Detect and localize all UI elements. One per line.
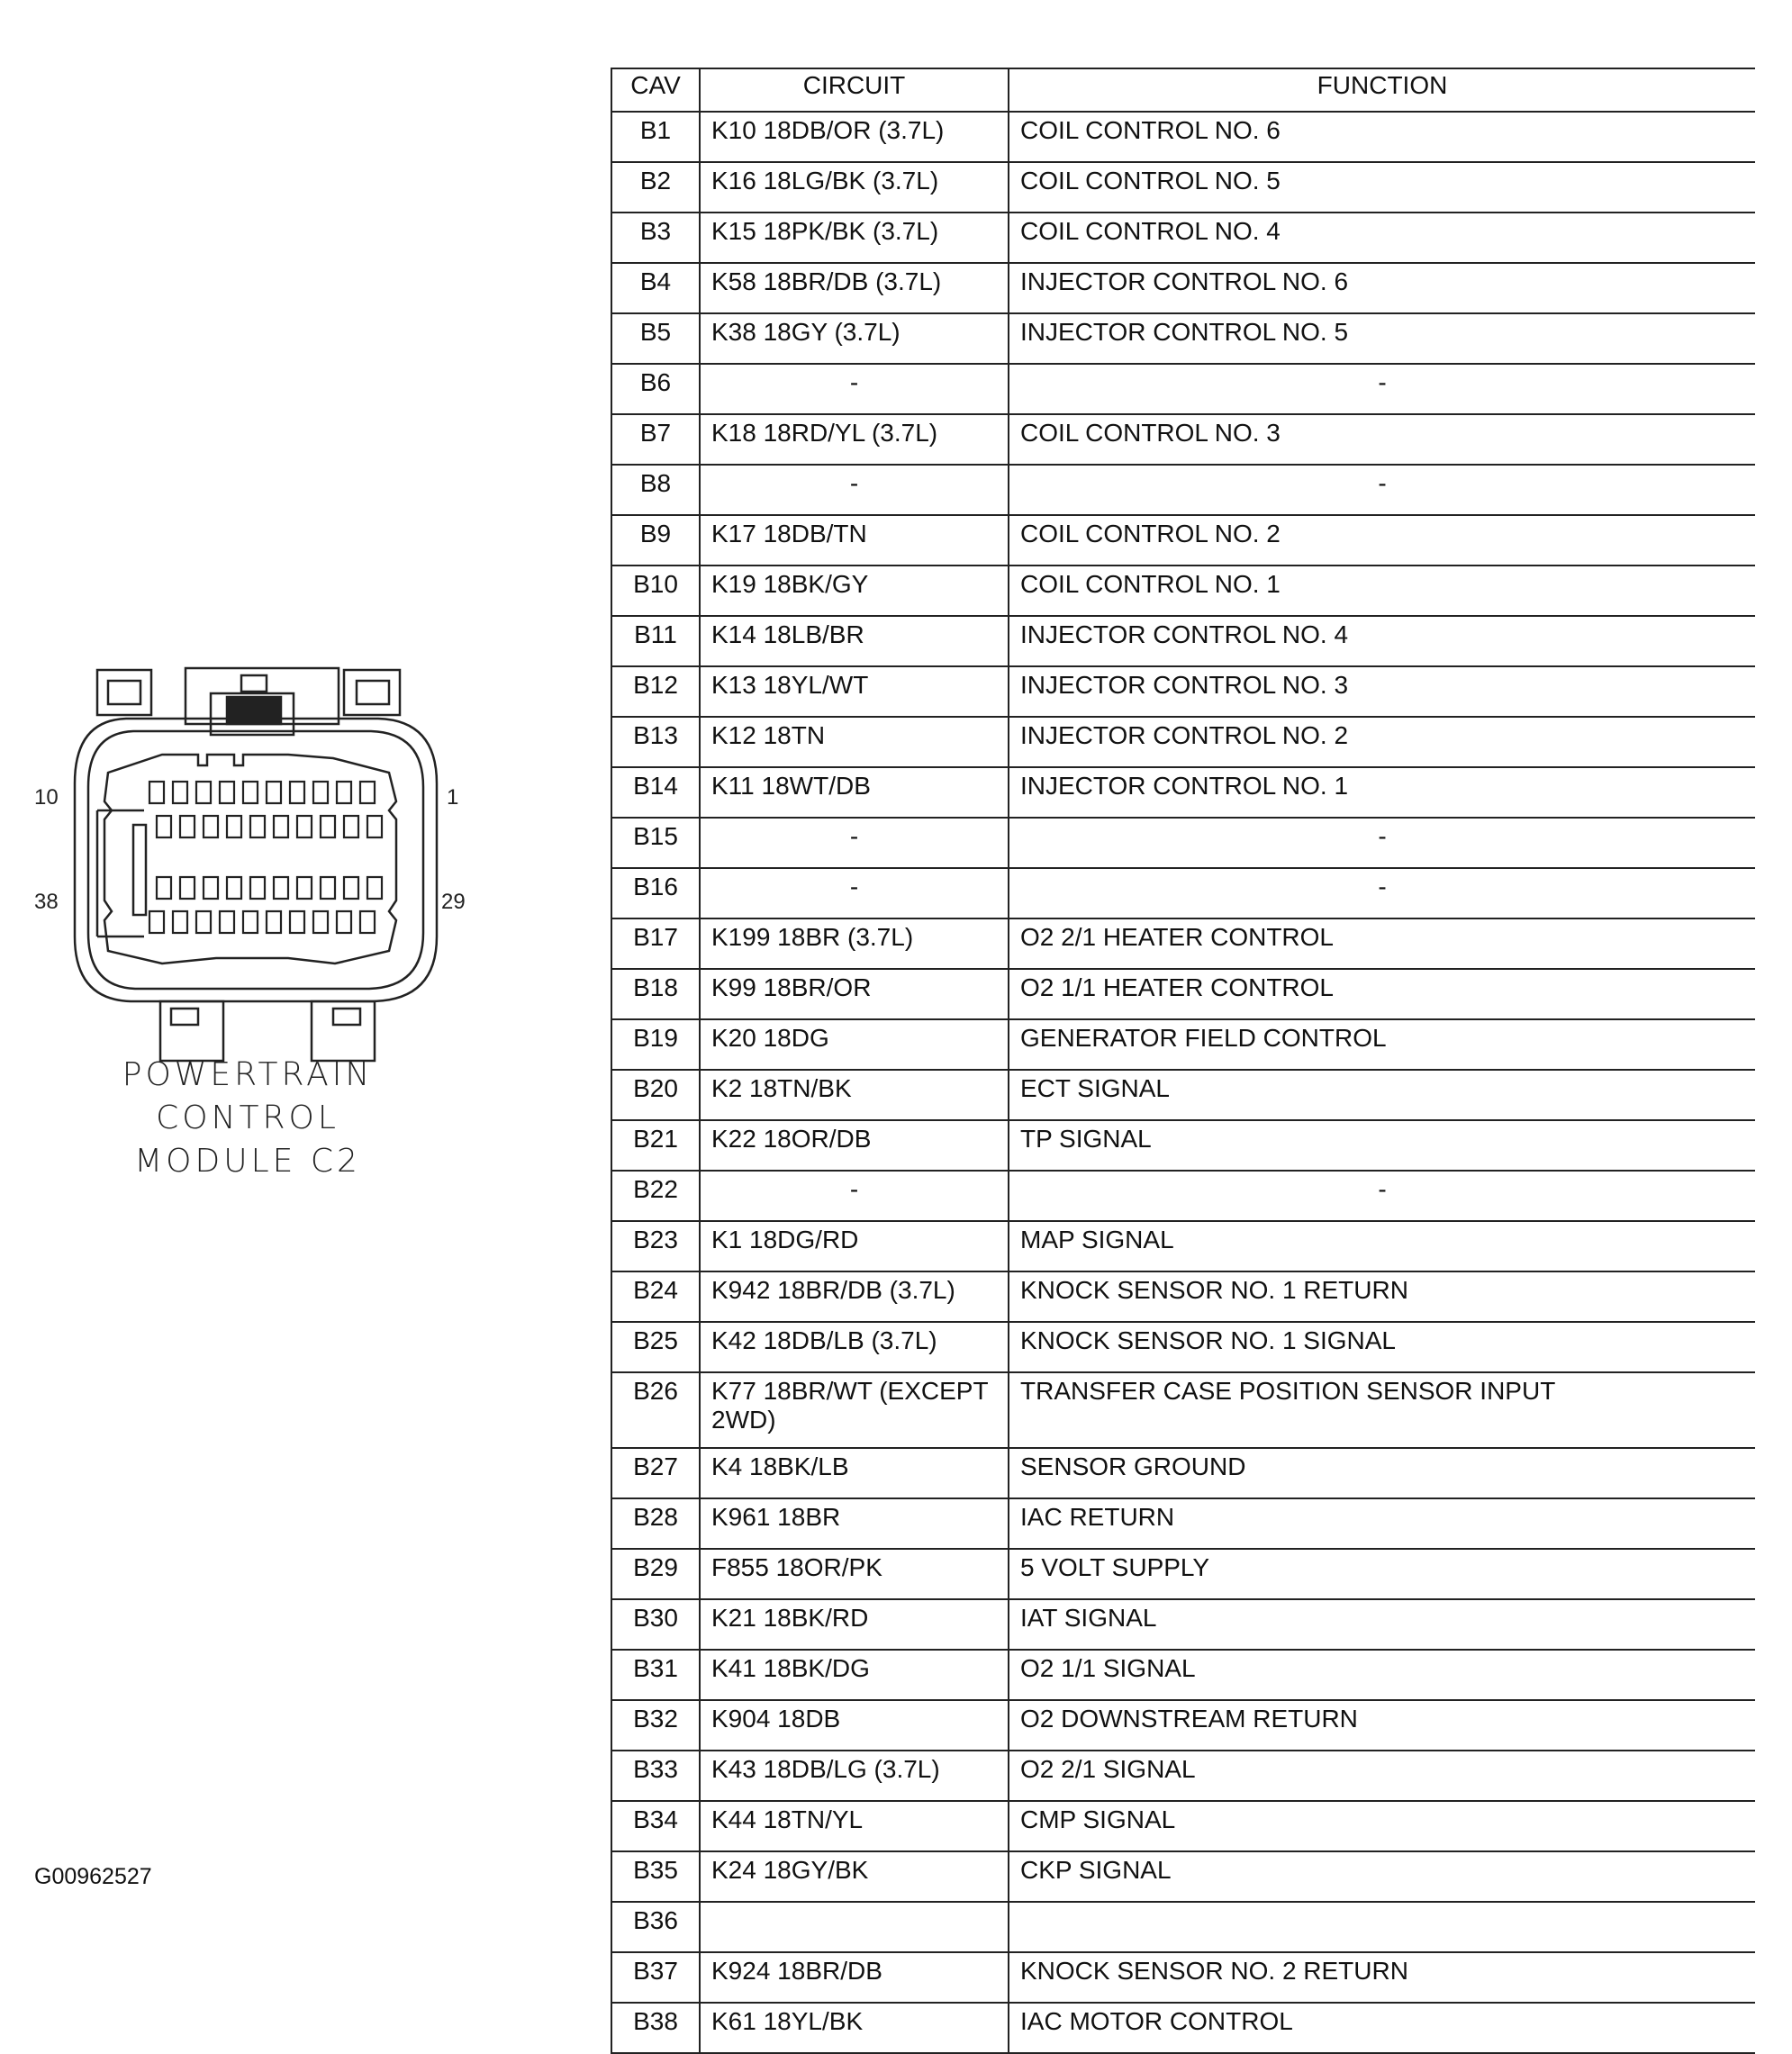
cell-cav: B25 [611,1322,700,1372]
cell-cav: B16 [611,868,700,918]
table-row [611,1070,1755,1120]
cell-function: IAT SIGNAL [1009,1599,1755,1650]
cavity [367,816,382,837]
cell-function: COIL CONTROL NO. 4 [1009,213,1755,263]
cell-function: TRANSFER CASE POSITION SENSOR INPUT [1009,1372,1755,1448]
cell-cav: B10 [611,566,700,616]
cell-function: - [1009,1171,1755,1221]
cell-cav: B31 [611,1650,700,1700]
cell-cav: B4 [611,263,700,313]
cell-function [1009,1902,1755,1952]
table-row [611,313,1755,364]
cell-circuit: - [700,465,1009,515]
cell-function: MAP SIGNAL [1009,1221,1755,1271]
cavity [297,816,312,837]
cavity [313,911,328,933]
cell-circuit: K961 18BR [700,1498,1009,1549]
cell-function: O2 1/1 HEATER CONTROL [1009,969,1755,1019]
cell-cav: B29 [611,1549,700,1599]
table-row [611,2003,1755,2053]
cell-function: INJECTOR CONTROL NO. 4 [1009,616,1755,666]
cavity-grid [149,782,382,933]
cell-function: SENSOR GROUND [1009,1448,1755,1498]
cavity [173,782,187,803]
cell-cav: B6 [611,364,700,414]
cell-cav: B12 [611,666,700,717]
cavity [337,782,351,803]
cell-circuit: K42 18DB/LB (3.7L) [700,1322,1009,1372]
cell-function: KNOCK SENSOR NO. 1 RETURN [1009,1271,1755,1322]
cell-circuit: K14 18LB/BR [700,616,1009,666]
cell-circuit: K38 18GY (3.7L) [700,313,1009,364]
cell-cav: B15 [611,818,700,868]
cavity [180,877,195,899]
cell-circuit: K942 18BR/DB (3.7L) [700,1271,1009,1322]
cell-function: O2 1/1 SIGNAL [1009,1650,1755,1700]
cell-circuit: K24 18GY/BK [700,1851,1009,1902]
cell-circuit: K43 18DB/LG (3.7L) [700,1751,1009,1801]
cell-function: INJECTOR CONTROL NO. 2 [1009,717,1755,767]
cavity [149,911,164,933]
cell-function: - [1009,364,1755,414]
table-row [611,263,1755,313]
cell-cav: B5 [611,313,700,364]
cavity [243,911,258,933]
cell-cav: B27 [611,1448,700,1498]
cell-cav: B7 [611,414,700,465]
cavity [290,911,304,933]
cell-circuit: K19 18BK/GY [700,566,1009,616]
cell-cav: B30 [611,1599,700,1650]
table-row [611,1700,1755,1751]
cell-cav: B35 [611,1851,700,1902]
table-row [611,1599,1755,1650]
cell-function: IAC RETURN [1009,1498,1755,1549]
top-right-latch [344,670,400,715]
cavity [227,816,241,837]
cavity [344,816,358,837]
cell-function: COIL CONTROL NO. 5 [1009,162,1755,213]
cell-cav: B8 [611,465,700,515]
cell-cav: B19 [611,1019,700,1070]
header-cav: CAV [611,68,700,112]
cell-cav: B14 [611,767,700,818]
table-row [611,1902,1755,1952]
table-row [611,1271,1755,1322]
cavity [243,782,258,803]
cavity [227,877,241,899]
table-row [611,566,1755,616]
cell-function: COIL CONTROL NO. 2 [1009,515,1755,566]
table-row [611,1171,1755,1221]
cavity [220,782,234,803]
table-row [611,918,1755,969]
cell-cav: B11 [611,616,700,666]
side-key [133,825,146,915]
cell-circuit: K58 18BR/DB (3.7L) [700,263,1009,313]
table-row [611,364,1755,414]
cavity [204,816,218,837]
cell-cav: B3 [611,213,700,263]
table-row [611,465,1755,515]
cell-circuit: K18 18RD/YL (3.7L) [700,414,1009,465]
pin-label-38: 38 [34,890,59,914]
table-row [611,1448,1755,1498]
bottom-right-latch [312,1001,375,1061]
cell-cav: B38 [611,2003,700,2053]
cell-cav: B37 [611,1952,700,2003]
cavity [360,911,375,933]
cell-function: INJECTOR CONTROL NO. 3 [1009,666,1755,717]
cavity [313,782,328,803]
table-row [611,1801,1755,1851]
table-row [611,213,1755,263]
cell-cav: B20 [611,1070,700,1120]
cavity [321,877,335,899]
cell-cav: B1 [611,112,700,162]
table-row [611,1952,1755,2003]
cell-function: - [1009,818,1755,868]
cavity [157,877,171,899]
cell-circuit: K61 18YL/BK [700,2003,1009,2053]
cavity [250,877,265,899]
cell-function: IAC MOTOR CONTROL [1009,2003,1755,2053]
cavity [321,816,335,837]
connector-name-line-1: POWERTRAIN [122,1056,374,1093]
cell-function: GENERATOR FIELD CONTROL [1009,1019,1755,1070]
table-row [611,1120,1755,1171]
cell-function: INJECTOR CONTROL NO. 6 [1009,263,1755,313]
cell-function: COIL CONTROL NO. 1 [1009,566,1755,616]
table-row [611,1019,1755,1070]
table-row [611,1221,1755,1271]
table-row [611,868,1755,918]
cavity [157,816,171,837]
cell-circuit: K16 18LG/BK (3.7L) [700,162,1009,213]
bottom-left-latch [160,1001,223,1061]
cell-function: COIL CONTROL NO. 6 [1009,112,1755,162]
table-row [611,1851,1755,1902]
cell-circuit: K41 18BK/DG [700,1650,1009,1700]
cell-function: O2 2/1 SIGNAL [1009,1751,1755,1801]
pin-label-1: 1 [447,785,459,810]
top-left-latch [97,670,151,715]
cell-function: 5 VOLT SUPPLY [1009,1549,1755,1599]
cell-cav: B21 [611,1120,700,1171]
cavity [220,911,234,933]
connector-name-line-3: MODULE C2 [134,1143,361,1180]
cell-circuit: K11 18WT/DB [700,767,1009,818]
cell-cav: B26 [611,1372,700,1448]
cell-circuit: K1 18DG/RD [700,1221,1009,1271]
cell-circuit: K77 18BR/WT (EXCEPT 2WD) [700,1372,1009,1448]
cavity [290,782,304,803]
cell-circuit: - [700,868,1009,918]
cell-circuit: K199 18BR (3.7L) [700,918,1009,969]
table-row [611,1372,1755,1448]
cell-circuit [700,1902,1009,1952]
cell-function: COIL CONTROL NO. 3 [1009,414,1755,465]
cavity [367,877,382,899]
cell-circuit: K10 18DB/OR (3.7L) [700,112,1009,162]
cell-function: CMP SIGNAL [1009,1801,1755,1851]
cell-function: ECT SIGNAL [1009,1070,1755,1120]
cavity [267,782,281,803]
cavity [204,877,218,899]
cavity [274,816,288,837]
cell-cav: B18 [611,969,700,1019]
table-header-row [611,68,1755,112]
cell-cav: B34 [611,1801,700,1851]
cell-cav: B33 [611,1751,700,1801]
cavity [196,911,211,933]
cell-circuit: F855 18OR/PK [700,1549,1009,1599]
table-row [611,1751,1755,1801]
cavity [297,877,312,899]
cell-cav: B17 [611,918,700,969]
connector-name-line-2: CONTROL [156,1099,339,1136]
cell-circuit: K44 18TN/YL [700,1801,1009,1851]
header-function: FUNCTION [1009,68,1755,112]
pin-label-29: 29 [441,890,466,914]
cavity [267,911,281,933]
table-row [611,616,1755,666]
cavity [149,782,164,803]
cell-cav: B23 [611,1221,700,1271]
cell-cav: B36 [611,1902,700,1952]
cell-circuit: K904 18DB [700,1700,1009,1751]
cell-circuit: - [700,1171,1009,1221]
table-body [611,112,1755,2053]
cell-function: INJECTOR CONTROL NO. 1 [1009,767,1755,818]
cell-circuit: K13 18YL/WT [700,666,1009,717]
cavity [196,782,211,803]
table-row [611,1322,1755,1372]
table-row [611,1650,1755,1700]
cell-function: - [1009,465,1755,515]
cell-circuit: K924 18BR/DB [700,1952,1009,2003]
cell-circuit: K22 18OR/DB [700,1120,1009,1171]
cavity [173,911,187,933]
cell-cav: B28 [611,1498,700,1549]
header-circuit: CIRCUIT [700,68,1009,112]
cavity [344,877,358,899]
cell-circuit: K2 18TN/BK [700,1070,1009,1120]
cell-circuit: K4 18BK/LB [700,1448,1009,1498]
cell-cav: B24 [611,1271,700,1322]
table-row [611,818,1755,868]
cell-function: O2 DOWNSTREAM RETURN [1009,1700,1755,1751]
cell-function: O2 2/1 HEATER CONTROL [1009,918,1755,969]
table-row [611,1549,1755,1599]
cell-function: KNOCK SENSOR NO. 1 SIGNAL [1009,1322,1755,1372]
cell-circuit: K17 18DB/TN [700,515,1009,566]
table-row [611,1498,1755,1549]
cell-cav: B2 [611,162,700,213]
cell-circuit: K21 18BK/RD [700,1599,1009,1650]
cell-cav: B9 [611,515,700,566]
table-row [611,767,1755,818]
connector-face-diagram [18,666,486,1063]
table-row [611,162,1755,213]
cell-circuit: K20 18DG [700,1019,1009,1070]
table-row [611,112,1755,162]
pin-label-10: 10 [34,785,59,810]
cell-function: KNOCK SENSOR NO. 2 RETURN [1009,1952,1755,2003]
cell-circuit: K15 18PK/BK (3.7L) [700,213,1009,263]
table-row [611,969,1755,1019]
pinout-table [611,68,1755,2054]
cavity [360,782,375,803]
table-row [611,414,1755,465]
cell-circuit: - [700,364,1009,414]
cell-function: CKP SIGNAL [1009,1851,1755,1902]
cell-cav: B32 [611,1700,700,1751]
cell-circuit: K99 18BR/OR [700,969,1009,1019]
cell-circuit: K12 18TN [700,717,1009,767]
cell-function: TP SIGNAL [1009,1120,1755,1171]
cell-function: - [1009,868,1755,918]
table-row [611,717,1755,767]
cell-circuit: - [700,818,1009,868]
cavity [274,877,288,899]
table-row [611,515,1755,566]
cell-cav: B13 [611,717,700,767]
cell-function: INJECTOR CONTROL NO. 5 [1009,313,1755,364]
cavity [337,911,351,933]
cell-cav: B22 [611,1171,700,1221]
figure-id: G00962527 [34,1864,152,1889]
table-row [611,666,1755,717]
cavity [250,816,265,837]
cavity [180,816,195,837]
